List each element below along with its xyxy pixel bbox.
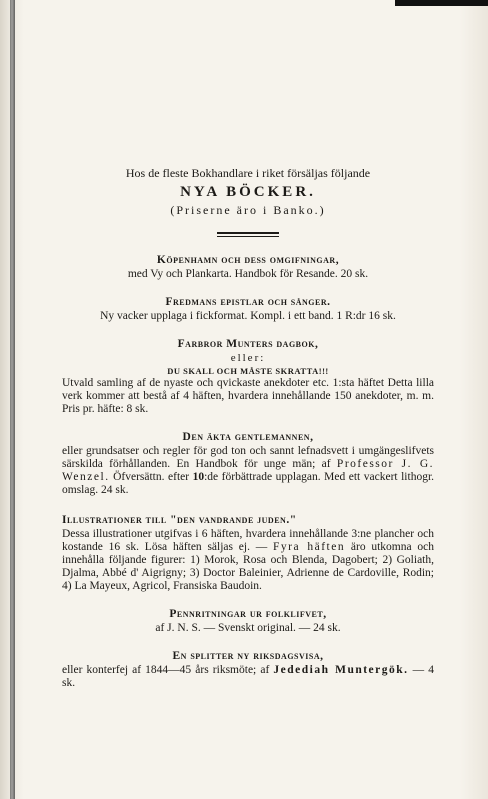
book-heading: Illustrationer till "den vandrande juden." bbox=[62, 514, 297, 526]
author-name: Jedediah Muntergök. bbox=[273, 664, 409, 676]
book-description: med Vy och Plankarta. Handbok för Resande. 20 sk. bbox=[127, 268, 369, 280]
description-part: äro utkomna och innehålla följande figurer: 1) Morok, Rosa och Blenda, Dagobert; 2) Goliath, Djalma, Abbé d' Aigrigny; 3) Doctor Baleinier, Adrienne de Cardoville, Rodin; 4) La Mayeux, Agricol, Fransiska Baudoin. bbox=[62, 541, 434, 592]
book-entry-pennritningar bbox=[62, 607, 434, 635]
emphasis-text: Fyra häften bbox=[273, 541, 346, 553]
description-part: Öfversättn. efter bbox=[113, 471, 190, 483]
book-heading: Den äkta gentlemannen, bbox=[182, 431, 314, 443]
book-entry-riksdagsvisa bbox=[62, 649, 434, 690]
book-motto: DU SKALL OCH MÅSTE SKRATTA!!! bbox=[167, 366, 329, 376]
book-heading: Pennritningar ur folklifvet, bbox=[169, 608, 327, 620]
binding-spine bbox=[10, 0, 15, 799]
edition-number: 10 bbox=[192, 471, 205, 483]
page-title: NYA BÖCKER. bbox=[180, 184, 316, 200]
book-description: Utvald samling af de nyaste och qvickaste anekdoter etc. 1:sta häftet Detta lilla verk kommer att bestå af 4 häften, hvardera innehållande 150 anekdoter, m. m. Pris pr. häfte: 8 sk. bbox=[62, 377, 434, 415]
book-heading: Farbror Munters dagbok, bbox=[177, 338, 319, 350]
description-part: eller grundsatser och regler för god ton och sannt lefnadsvett i umgängeslifvets särskilda förhållanden. En Handbok för unge män; af bbox=[62, 445, 434, 470]
book-description: af J. N. S. — Svenskt original. — 24 sk. bbox=[155, 622, 341, 634]
book-entry-fredman bbox=[62, 295, 434, 323]
top-edge-mark bbox=[395, 0, 488, 6]
divider-rule bbox=[217, 232, 279, 237]
advertisement bbox=[62, 162, 434, 690]
book-description bbox=[62, 445, 434, 497]
book-entry-farbror-munter bbox=[62, 337, 434, 416]
book-entry-gentlemannen bbox=[62, 430, 434, 497]
description-part: eller konterfej af 1844—45 års riksmöte; af bbox=[62, 664, 270, 676]
book-subheading: eller: bbox=[230, 352, 266, 364]
intro-line: Hos de fleste Bokhandlare i riket försäljas följande bbox=[125, 166, 371, 180]
price-note: (Priserne äro i Banko.) bbox=[170, 203, 326, 217]
book-heading: Fredmans epistlar och sånger. bbox=[165, 296, 331, 308]
description-part: Dessa illustrationer utgifvas i 6 häften, hvardera innehållande 3:ne plancher och kostande 16 sk. Lösa häften säljas ej. — bbox=[62, 528, 434, 553]
description-part: — 4 sk. bbox=[62, 664, 435, 689]
book-description: Ny vacker upplaga i fickformat. Kompl. i ett band. 1 R:dr 16 sk. bbox=[100, 310, 396, 322]
book-heading: Köpenhamn och dess omgifningar, bbox=[156, 254, 340, 266]
book-entry-kopenhamn bbox=[62, 253, 434, 281]
book-heading: En splitter ny riksdagsvisa, bbox=[172, 650, 324, 662]
description-part: :de förbättrade upplagan. Med ett vackert lithogr. omslag. 24 sk. bbox=[62, 471, 435, 496]
book-description bbox=[62, 664, 434, 690]
book-entry-illustrationer bbox=[62, 513, 434, 593]
book-description bbox=[62, 528, 434, 593]
author-name: Professor J. G. Wenzel. bbox=[62, 458, 434, 483]
